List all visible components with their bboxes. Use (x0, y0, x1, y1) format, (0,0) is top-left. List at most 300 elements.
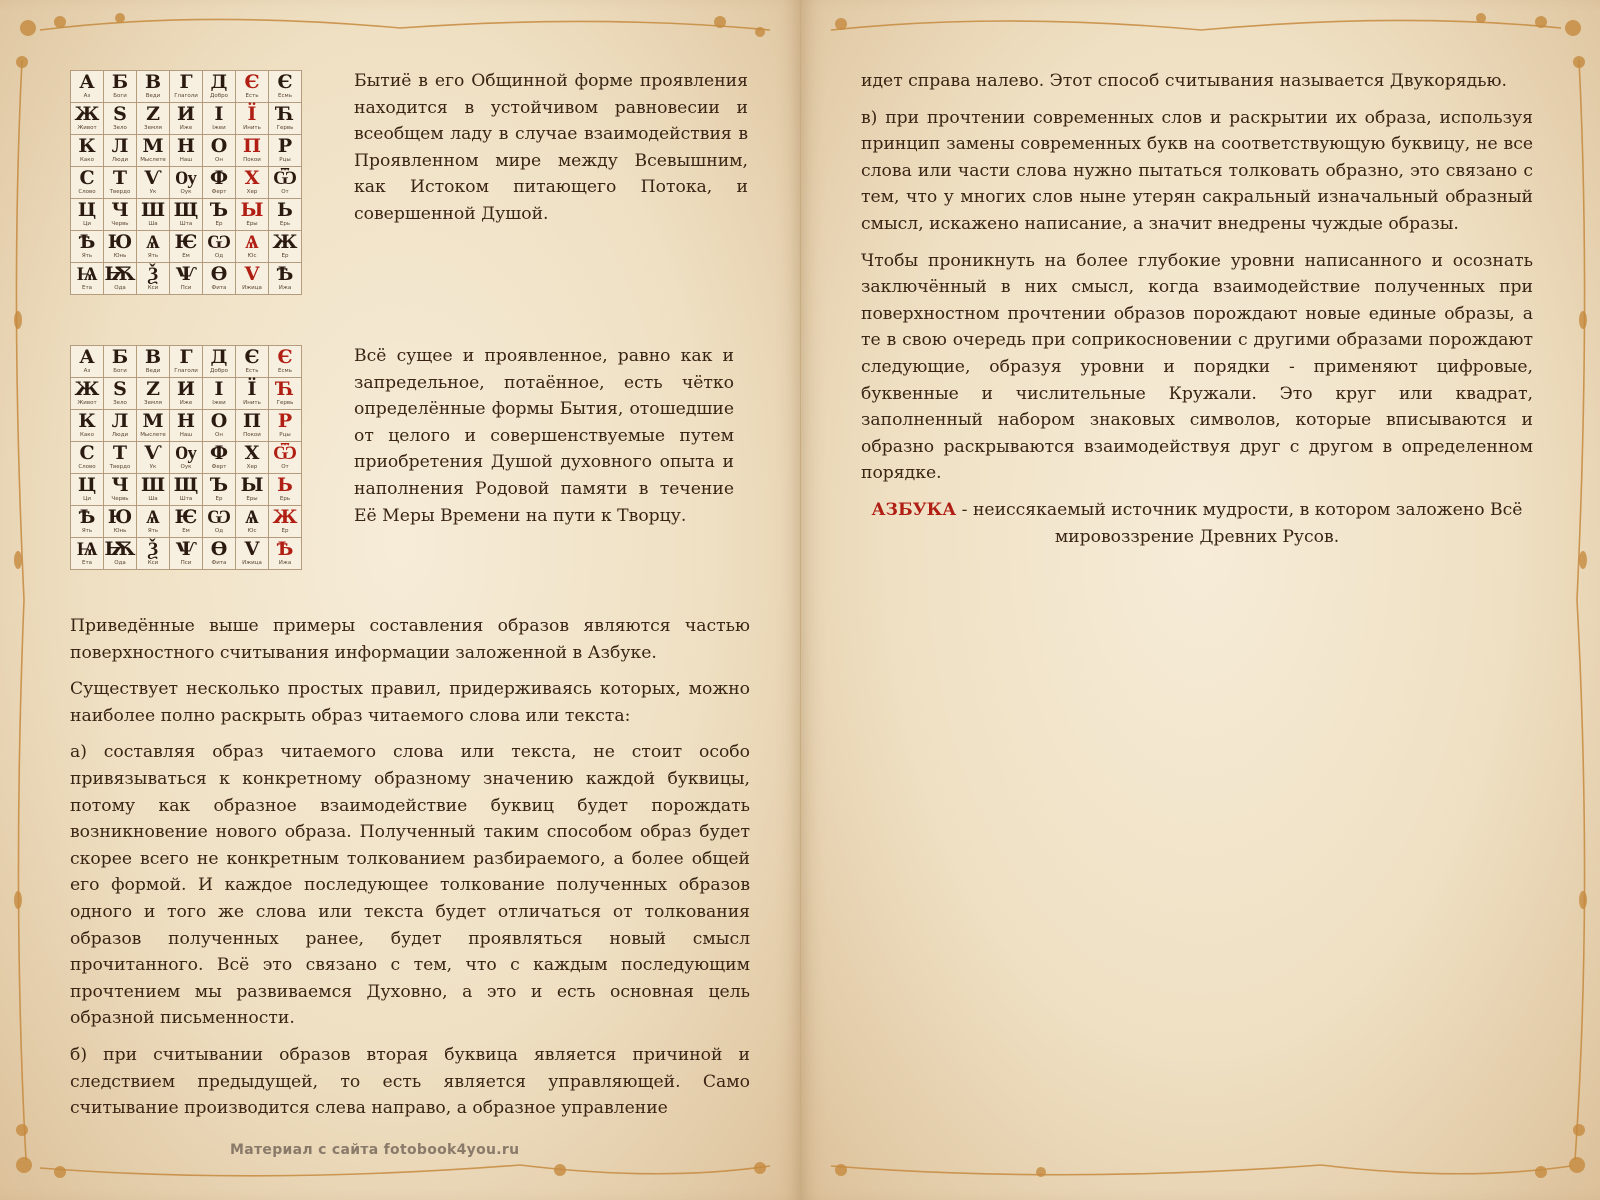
azbuka-cell (71, 538, 104, 570)
azbuka-cell (71, 474, 104, 506)
bukvica-glyph: Ц (77, 474, 97, 496)
bukvica-name: Люди (111, 157, 129, 163)
azbuka-cell (203, 474, 236, 506)
bukvica-name: Веди (145, 368, 161, 374)
azbuka-row (71, 167, 302, 199)
bukvica-glyph: Ъ (209, 474, 229, 496)
bukvica-glyph: О (210, 135, 228, 157)
bukvica-glyph: М (142, 410, 164, 432)
azbuka-cell (203, 263, 236, 295)
left-body (70, 613, 750, 1132)
bukvica-name: Твердо (109, 464, 131, 470)
bukvica-name: Покои (243, 432, 261, 438)
bukvica-name: Ем (182, 528, 190, 534)
azbuka-cell (104, 103, 137, 135)
bukvica-glyph: П (243, 135, 261, 157)
bukvica-glyph: М (142, 135, 164, 157)
azbuka-cell (236, 346, 269, 378)
bukvica-name: Ода (114, 560, 126, 566)
azbuka-cell (236, 263, 269, 295)
azbuka-cell (104, 231, 137, 263)
bukvica-glyph: Ц (77, 199, 97, 221)
bukvica-glyph: Ѳ (210, 263, 228, 285)
bukvica-name: Добро (210, 368, 228, 374)
bukvica-name: Іжеи (212, 125, 226, 131)
azbuka-cell (203, 346, 236, 378)
bukvica-glyph: Ь (277, 199, 293, 221)
azbuka-cell (269, 135, 302, 167)
azbuka-cell (236, 378, 269, 410)
bukvica-name: Инить (243, 125, 261, 131)
bukvica-glyph: А (79, 71, 95, 93)
azbuka-cell (170, 410, 203, 442)
bukvica-glyph: Ѣ (276, 538, 294, 560)
bukvica-glyph: Ѱ (175, 538, 197, 560)
azbuka-cell (203, 410, 236, 442)
bukvica-glyph: И (177, 378, 195, 400)
azbuka-cell (236, 135, 269, 167)
azbuka-row (71, 474, 302, 506)
bukvica-glyph: Ѯ (147, 263, 159, 285)
azbuka-cell (104, 263, 137, 295)
bukvica-name: Инить (243, 400, 261, 406)
closing-text: - неиссякаемый источник мудрости, в котором заложено Всё мировоззрение Древних Русов. (956, 499, 1523, 547)
bukvica-name: Ук (149, 189, 157, 195)
azbuka-cell (104, 506, 137, 538)
bukvica-name: Ци (83, 496, 91, 502)
azbuka-cell (170, 103, 203, 135)
bukvica-name: Червь (111, 496, 129, 502)
azbuka-row (71, 135, 302, 167)
bukvica-name: Шта (179, 496, 193, 502)
bukvica-glyph: Z (146, 378, 160, 400)
azbuka-cell (269, 410, 302, 442)
azbuka-row (71, 538, 302, 570)
bukvica-name: Ша (148, 496, 158, 502)
bukvica-name: Зело (113, 400, 127, 406)
bukvica-glyph: Х (244, 167, 260, 189)
body-paragraph: в) при прочтении современных слов и раскрытии их образа, используя принцип замены современных букв на соответствующую буквицу, не все слова или части слова нужно пытаться толковать образно, это связано с тем, что у многих слов ныне утерян сакральный изначальный образный смысл, искажено написание, а значит внедрены чуждые образы. (861, 107, 1533, 234)
bukvica-glyph: Н (177, 135, 195, 157)
bukvica-glyph: И (177, 103, 195, 125)
bukvica-name: Ять (81, 528, 93, 534)
azbuka-cell (137, 346, 170, 378)
bukvica-glyph: Р (277, 135, 293, 157)
bukvica-name: Аз (83, 93, 91, 99)
azbuka-row (71, 346, 302, 378)
azbuka-cell (71, 231, 104, 263)
bukvica-glyph: Д (210, 71, 228, 93)
bukvica-glyph: Р (277, 410, 293, 432)
bukvica-name: Іжеи (212, 400, 226, 406)
bukvica-name: Юс (247, 253, 257, 259)
bukvica-name: Ета (81, 560, 93, 566)
bukvica-glyph: Ф (209, 442, 229, 464)
azbuka-row (71, 103, 302, 135)
azbuka-cell (137, 103, 170, 135)
bukvica-glyph: Ѳ (210, 538, 228, 560)
bukvica-name: Шта (179, 221, 193, 227)
azbuka-cell (137, 378, 170, 410)
bukvica-glyph: Ѣ (276, 263, 294, 285)
azbuka-cell (71, 410, 104, 442)
bukvica-glyph: Є (244, 71, 260, 93)
bukvica-glyph: Ж (74, 103, 100, 125)
bukvica-glyph: Ч (111, 199, 129, 221)
bukvica-name: Мыслете (140, 432, 166, 438)
bukvica-glyph: І (214, 103, 224, 125)
azbuka-cell (236, 231, 269, 263)
azbuka-cell (71, 167, 104, 199)
bukvica-name: Оук (180, 189, 192, 195)
para2-text: Всё сущее и проявленное, равно как и запредельное, потаённое, есть чётко определённые формы Бытия, отошедшие от целого и совершенствуемые путем приобретения Душой духовного опыта и наполнения Родовой памяти в течение Её Меры Времени на пути к Творцу. (354, 346, 734, 526)
azbuka-cell (104, 346, 137, 378)
azbuka-cell (104, 442, 137, 474)
azbuka-cell (137, 71, 170, 103)
bukvica-glyph: Ѕ (113, 378, 127, 400)
bukvica-glyph: Ћ (275, 378, 295, 400)
bukvica-name: Рцы (279, 432, 291, 438)
bukvica-name: Гервь (276, 400, 294, 406)
bukvica-glyph: Л (111, 410, 129, 432)
bukvica-name: Ижица (242, 285, 262, 291)
azbuka-cell (269, 71, 302, 103)
bukvica-glyph: Ш (140, 474, 166, 496)
bukvica-glyph: В (144, 346, 162, 368)
azbuka-cell (269, 231, 302, 263)
bukvica-glyph: Ћ (275, 103, 295, 125)
bukvica-glyph: Б (111, 346, 129, 368)
azbuka-cell (137, 442, 170, 474)
bukvica-name: Наш (179, 432, 193, 438)
bukvica-name: От (281, 464, 289, 470)
azbuka-cell (170, 167, 203, 199)
body-paragraph: б) при считывании образов вторая буквица является причиной и следствием предыдущей, то есть является управляющей. Само считывание производится слева направо, а образное управление (70, 1044, 750, 1119)
bukvica-glyph: Ѹ (175, 167, 197, 189)
azbuka-cell (203, 231, 236, 263)
bukvica-name: Добро (210, 93, 228, 99)
azbuka-heading: АЗБУКА (871, 499, 957, 520)
azbuka-cell (170, 263, 203, 295)
body-paragraph: Чтобы проникнуть на более глубокие уровни написанного и осознать заключённый в них смысл, когда взаимодействие полученных при поверхностном прочтении образов порождают новые единые образы, а те в свою очередь при соприкосновении с другими образами порождают следующие, образуя уровни и порядки - применяют цифровые, буквенные и числительные Кружали. Это круг или квадрат, заполненный набором знаковых символов, которые вписываются и образно раскрываются взаимодействуя друг с другом в определенном порядке. (861, 250, 1533, 484)
bukvica-name: Ер (281, 528, 289, 534)
bukvica-glyph: І (214, 378, 224, 400)
bukvica-name: Ци (83, 221, 91, 227)
azbuka-cell (104, 410, 137, 442)
azbuka-cell (104, 199, 137, 231)
azbuka-cell (203, 135, 236, 167)
bukvica-name: Червь (111, 221, 129, 227)
bukvica-glyph: Ї (247, 378, 257, 400)
azbuka-cell (104, 135, 137, 167)
bukvica-glyph: Ѣ (78, 231, 96, 253)
bukvica-name: Хер (246, 464, 258, 470)
azbuka-cell (203, 71, 236, 103)
azbuka-cell (236, 506, 269, 538)
bukvica-name: Ер (215, 221, 223, 227)
bukvica-name: Земля (144, 125, 162, 131)
azbuka-cell (137, 538, 170, 570)
bukvica-glyph: Ѧ (146, 506, 160, 528)
bukvica-name: Рцы (279, 157, 291, 163)
bukvica-name: Кси (147, 285, 159, 291)
azbuka-cell (137, 474, 170, 506)
azbuka-cell (269, 442, 302, 474)
bukvica-glyph: Ѧ (146, 231, 160, 253)
bukvica-glyph: Є (277, 71, 293, 93)
bukvica-glyph: Ѕ (113, 103, 127, 125)
azbuka-cell (137, 199, 170, 231)
azbuka-cell (170, 199, 203, 231)
bukvica-glyph: Ж (74, 378, 100, 400)
bukvica-name: Од (214, 253, 224, 259)
bukvica-glyph: Ѥ (174, 231, 198, 253)
bukvica-glyph: В (144, 71, 162, 93)
bukvica-name: Земля (144, 400, 162, 406)
bukvica-glyph: Ѩ (76, 263, 98, 285)
bukvica-name: Глаголи (174, 93, 198, 99)
azbuka-cell (203, 538, 236, 570)
bukvica-glyph: Х (244, 442, 260, 464)
azbuka-cell (236, 538, 269, 570)
bukvica-glyph: Є (244, 346, 260, 368)
body-paragraph: идет справа налево. Этот способ считывания называется Двукорядью. (861, 71, 1507, 91)
bukvica-name: Пси (180, 560, 192, 566)
bukvica-name: Аз (83, 368, 91, 374)
bukvica-glyph: Ѿ (273, 442, 297, 464)
azbuka-cell (170, 135, 203, 167)
azbuka-cell (170, 506, 203, 538)
bukvica-name: Оук (180, 464, 192, 470)
bukvica-name: Есмь (278, 368, 292, 374)
azbuka-cell (71, 506, 104, 538)
bukvica-name: Ерь (279, 221, 291, 227)
azbuka-cell (236, 474, 269, 506)
bukvica-name: Ем (182, 253, 190, 259)
bukvica-name: Иже (179, 400, 193, 406)
azbuka-cell (269, 103, 302, 135)
bukvica-glyph: Ѧ (245, 231, 259, 253)
bukvica-name: Слово (78, 464, 96, 470)
bukvica-glyph: Ю (107, 506, 133, 528)
bukvica-glyph: V (244, 263, 260, 285)
bukvica-glyph: Ї (247, 103, 257, 125)
bukvica-name: Како (80, 432, 94, 438)
bukvica-glyph: Т (112, 442, 128, 464)
azbuka-cell (137, 506, 170, 538)
bukvica-glyph: Г (179, 346, 193, 368)
azbuka-cell (137, 167, 170, 199)
bukvica-name: Ижа (278, 560, 292, 566)
azbuka-cell (236, 167, 269, 199)
azbuka-cell (71, 71, 104, 103)
bukvica-name: Юнь (113, 528, 127, 534)
bukvica-name: Слово (78, 189, 96, 195)
azbuka-cell (269, 199, 302, 231)
paragraph-2 (354, 343, 734, 539)
bukvica-name: Есть (245, 368, 259, 374)
bukvica-name: Пси (180, 285, 192, 291)
azbuka-cell (269, 263, 302, 295)
body-paragraph: а) составляя образ читаемого слова или текста, не стоит особо привязываться к конкретному образному значению каждой буквицы, потому как образное взаимодействие буквиц будет порождать возникновение нового образа. Полученный таким способом образ будет скорее всего не конкретным толкованием разбираемого, а более общей его формой. И каждое последующее толкование полученных образов одного и того же слова или текста будет отличаться от толкования образов полученных ранее, будет проявляться новый смысл прочитанного. Всё это связано с тем, что с каждым последующим прочтением мы развиваемся Духовно, а это и есть основная цель образной письменности. (70, 742, 750, 1029)
bukvica-glyph: Ѭ (104, 538, 136, 560)
bukvica-glyph: Д (210, 346, 228, 368)
azbuka-table-2 (70, 345, 302, 570)
bukvica-glyph: С (79, 442, 95, 464)
bukvica-name: От (281, 189, 289, 195)
azbuka-row (71, 442, 302, 474)
bukvica-glyph: Ѵ (144, 167, 162, 189)
azbuka-cell (104, 378, 137, 410)
bukvica-name: Ер (281, 253, 289, 259)
azbuka-row (71, 506, 302, 538)
bukvica-glyph: Ѥ (174, 506, 198, 528)
azbuka-cell (203, 103, 236, 135)
bukvica-glyph: Н (177, 410, 195, 432)
azbuka-cell (236, 103, 269, 135)
azbuka-cell (137, 231, 170, 263)
paragraph-1 (354, 68, 748, 238)
bukvica-name: Од (214, 528, 224, 534)
bukvica-name: Есть (245, 93, 259, 99)
bukvica-glyph: V (244, 538, 260, 560)
azbuka-cell (104, 71, 137, 103)
bukvica-name: Ода (114, 285, 126, 291)
bukvica-glyph: Г (179, 71, 193, 93)
azbuka-cell (203, 442, 236, 474)
azbuka-cell (269, 346, 302, 378)
azbuka-cell (236, 199, 269, 231)
bukvica-name: Юнь (113, 253, 127, 259)
bukvica-name: Гервь (276, 125, 294, 131)
bukvica-name: Зело (113, 125, 127, 131)
bukvica-name: Ша (148, 221, 158, 227)
bukvica-glyph: Ѧ (245, 506, 259, 528)
bukvica-glyph: Ѿ (273, 167, 297, 189)
azbuka-cell (104, 167, 137, 199)
right-body (861, 68, 1533, 560)
azbuka-cell (269, 474, 302, 506)
closing-paragraph (861, 497, 1533, 550)
azbuka-cell (71, 199, 104, 231)
azbuka-cell (71, 378, 104, 410)
bukvica-glyph: Ъ (209, 199, 229, 221)
bukvica-name: Наш (179, 157, 193, 163)
bukvica-glyph: Ж (272, 506, 298, 528)
azbuka-cell (269, 506, 302, 538)
bukvica-name: Ижа (278, 285, 292, 291)
azbuka-cell (236, 71, 269, 103)
bukvica-glyph: К (78, 135, 96, 157)
bukvica-name: Еры (246, 496, 258, 502)
azbuka-cell (170, 474, 203, 506)
bukvica-name: Твердо (109, 189, 131, 195)
azbuka-cell (71, 346, 104, 378)
bukvica-name: Ять (147, 528, 159, 534)
azbuka-row (71, 263, 302, 295)
azbuka-cell (203, 378, 236, 410)
bukvica-glyph: Ы (240, 474, 264, 496)
bukvica-name: Мыслете (140, 157, 166, 163)
bukvica-name: Покои (243, 157, 261, 163)
bukvica-name: Ферт (211, 464, 227, 470)
azbuka-cell (170, 442, 203, 474)
bukvica-name: Ять (147, 253, 159, 259)
bukvica-name: Хер (246, 189, 258, 195)
source-watermark: Материал с сайта fotobook4you.ru (230, 1142, 520, 1158)
bukvica-name: Како (80, 157, 94, 163)
bukvica-name: Ук (149, 464, 157, 470)
bukvica-name: Ерь (279, 496, 291, 502)
bukvica-glyph: С (79, 167, 95, 189)
bukvica-glyph: Ф (209, 167, 229, 189)
azbuka-row (71, 410, 302, 442)
azbuka-cell (269, 538, 302, 570)
bukvica-glyph: Т (112, 167, 128, 189)
bukvica-name: Живот (77, 125, 97, 131)
bukvica-name: Кси (147, 560, 159, 566)
azbuka-row (71, 378, 302, 410)
azbuka-cell (236, 442, 269, 474)
azbuka-cell (269, 378, 302, 410)
azbuka-row (71, 199, 302, 231)
body-paragraph: Приведённые выше примеры составления образов являются частью поверхностного считывания информации заложенной в Азбуке. (70, 616, 750, 663)
bukvica-glyph: Ѩ (76, 538, 98, 560)
right-page (800, 0, 1600, 1200)
azbuka-cell (170, 538, 203, 570)
bukvica-glyph: Ѣ (78, 506, 96, 528)
azbuka-cell (269, 167, 302, 199)
bukvica-glyph: Ѵ (144, 442, 162, 464)
azbuka-cell (170, 71, 203, 103)
bukvica-name: Веди (145, 93, 161, 99)
azbuka-cell (104, 474, 137, 506)
bukvica-glyph: Ж (272, 231, 298, 253)
bukvica-glyph: Ѹ (175, 442, 197, 464)
bukvica-glyph: Ѭ (104, 263, 136, 285)
bukvica-name: Глаголи (174, 368, 198, 374)
bukvica-name: Иже (179, 125, 193, 131)
azbuka-cell (170, 346, 203, 378)
azbuka-row (71, 231, 302, 263)
azbuka-cell (104, 538, 137, 570)
azbuka-cell (71, 103, 104, 135)
bukvica-glyph: Ѱ (175, 263, 197, 285)
bukvica-glyph: Л (111, 135, 129, 157)
bukvica-name: Люди (111, 432, 129, 438)
bukvica-glyph: Ь (277, 474, 293, 496)
bukvica-name: Живот (77, 400, 97, 406)
azbuka-cell (203, 167, 236, 199)
bukvica-glyph: Щ (173, 199, 199, 221)
azbuka-cell (137, 263, 170, 295)
azbuka-cell (236, 410, 269, 442)
bukvica-name: Есмь (278, 93, 292, 99)
bukvica-glyph: Ч (111, 474, 129, 496)
bukvica-name: Юс (247, 528, 257, 534)
bukvica-glyph: А (79, 346, 95, 368)
bukvica-glyph: О (210, 410, 228, 432)
azbuka-table-1 (70, 70, 302, 295)
bukvica-name: Еры (246, 221, 258, 227)
bukvica-glyph: Ю (107, 231, 133, 253)
bukvica-glyph: Є (277, 346, 293, 368)
bukvica-name: Он (215, 432, 223, 438)
bukvica-glyph: К (78, 410, 96, 432)
bukvica-name: Ижица (242, 560, 262, 566)
azbuka-cell (203, 506, 236, 538)
bukvica-glyph: П (243, 410, 261, 432)
